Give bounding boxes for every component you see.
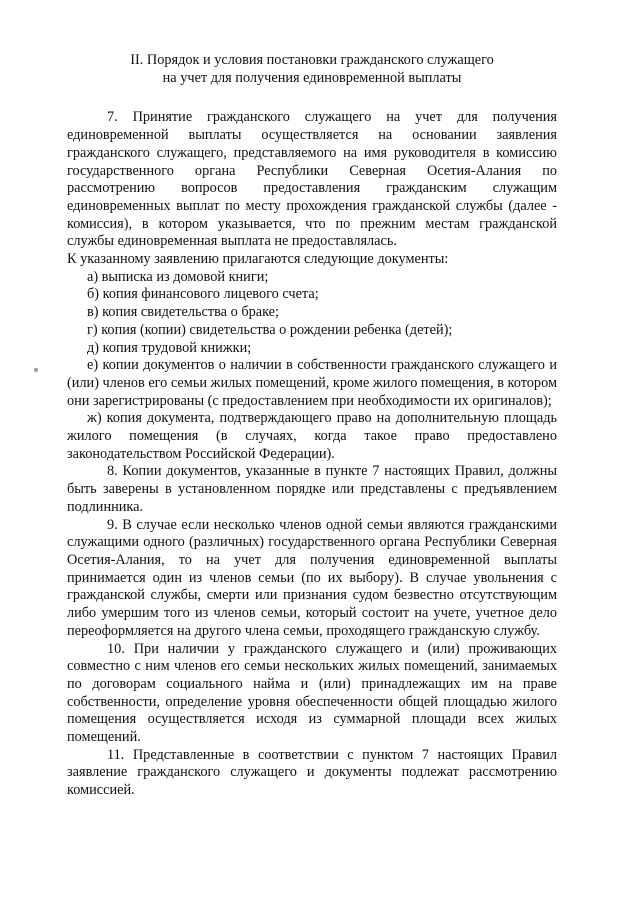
section-heading — [67, 52, 557, 87]
paragraph-9: 9. В случае если несколько членов одной семьи являются гражданскими служащими одного (различных) государственного органа Республики Северная Осетия-Алания, то на учет для получения единовременной выплаты принимается один из членов семьи (по их выбору). В случае увольнения с гражданской службы, смерти или признания судом безвестно отсутствующим либо умершим того из членов семьи, который состоит на учете, учетное дело переоформляется на другого члена семьи, проходящего гражданскую службу. — [67, 516, 557, 639]
list-item-b: б) копия финансового лицевого счета; — [87, 286, 319, 303]
paragraph-10: 10. При наличии у гражданского служащего и (или) проживающих совместно с ним членов его семьи нескольких жилых помещений, занимаемых по договорам социального найма и (или) принадлежащих им на праве собственности, определение уровня обеспеченности общей площадью жилого помещения осуществляется исходя из суммарной площади всех жилых помещений. — [67, 640, 557, 746]
list-item-v: в) копия свидетельства о браке; — [87, 304, 279, 321]
section-heading-line-1: II. Порядок и условия постановки гражданского служащего — [130, 52, 494, 68]
paragraph-8: 8. Копии документов, указанные в пункте 7 настоящих Правил, должны быть заверены в установленном порядке или представлены с предъявлением подлинника. — [67, 463, 557, 515]
list-item-zh: ж) копия документа, подтверждающего право на дополнительную площадь жилого помещения (в случаях, когда такое право предоставлено законодательством Российской Федерации). — [67, 410, 557, 462]
list-item-e: е) копии документов о наличии в собственности гражданского служащего и (или) членов его семьи жилых помещений, кроме жилого помещения, в котором они зарегистрированы (с предоставлением при необходимости их оригиналов); — [67, 357, 557, 409]
scan-speck — [34, 368, 38, 372]
list-item-d: д) копия трудовой книжки; — [87, 339, 252, 356]
paragraph-7-intro: К указанному заявлению прилагаются следующие документы: — [67, 251, 449, 268]
list-item-g: г) копия (копии) свидетельства о рождении ребенка (детей); — [87, 321, 453, 338]
paragraph-7: 7. Принятие гражданского служащего на учет для получения единовременной выплаты осуществляется на основании заявления гражданского служащего, представляемого на имя руководителя в комиссию государственного органа Республики Северная Осетия-Алания по рассмотрению вопросов предоставления гражданским служащим единовременных выплат по месту прохождения гражданской службы (далее - комиссия), в котором указывается, что по прежним местам гражданской службы единовременная выплата не предоставлялась. — [67, 109, 557, 250]
paragraph-11: 11. Представленные в соответствии с пунктом 7 настоящих Правил заявление гражданского служащего и документы подлежат рассмотрению комиссией. — [67, 746, 557, 799]
section-heading-line-2: на учет для получения единовременной выплаты — [162, 69, 462, 86]
list-item-a: а) выписка из домовой книги; — [87, 268, 269, 285]
document-page — [67, 52, 557, 800]
